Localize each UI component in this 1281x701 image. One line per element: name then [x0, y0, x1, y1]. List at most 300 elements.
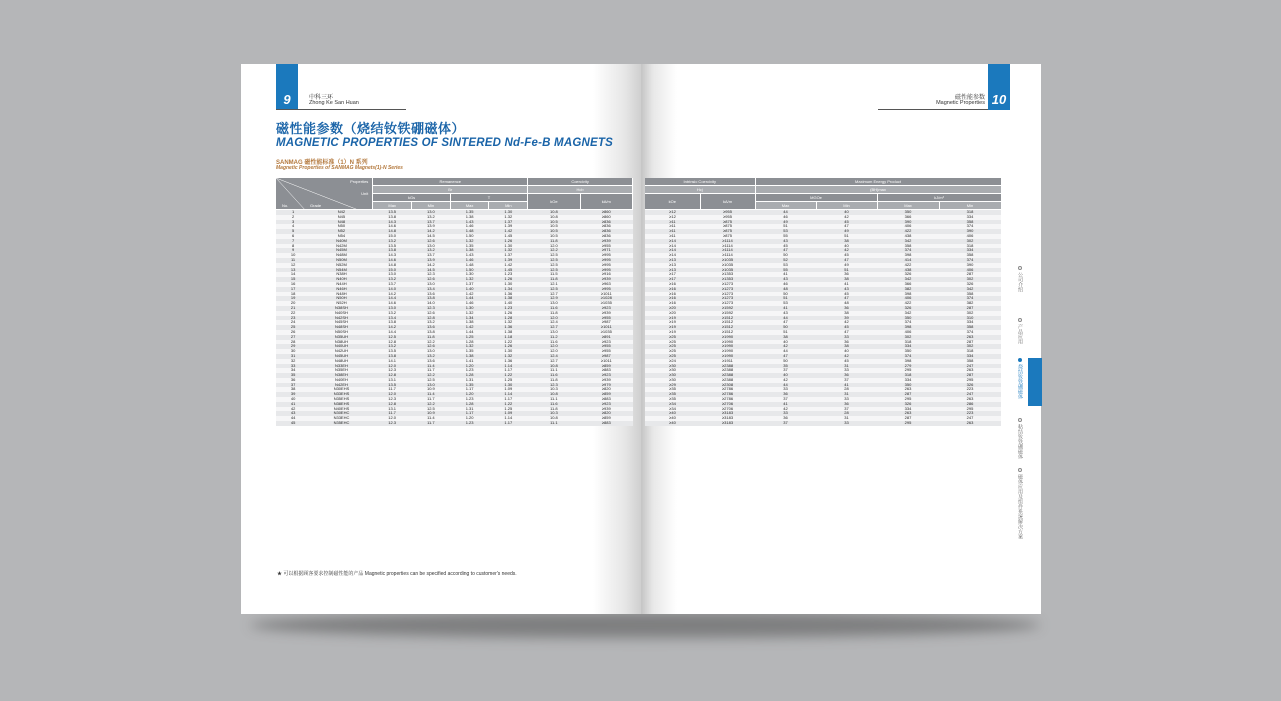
value-cell: 11.8: [412, 335, 451, 340]
value-cell: 43: [755, 311, 816, 316]
value-cell: 47: [816, 296, 877, 301]
value-cell: 14.1: [373, 359, 412, 364]
value-cell: ≥1353: [700, 272, 755, 277]
value-cell: 12.0: [373, 416, 412, 421]
value-cell: 38: [816, 344, 877, 349]
value-cell: 1.38: [489, 296, 528, 301]
value-cell: 52: [755, 258, 816, 263]
value-cell: 287: [877, 416, 939, 421]
value-cell: 12.0: [373, 392, 412, 397]
value-cell: 14.2: [412, 263, 451, 268]
row-number: 42: [276, 407, 310, 412]
value-cell: 38: [816, 277, 877, 282]
value-cell: 46: [755, 282, 816, 287]
value-cell: 33: [755, 387, 816, 392]
remanence-symbol: Br: [373, 186, 528, 194]
energy-product-header: Maximum Energy Product: [755, 178, 1001, 186]
value-cell: 14.2: [373, 292, 412, 297]
value-cell: 398: [877, 359, 939, 364]
value-cell: 1.32: [450, 344, 489, 349]
value-cell: ≥17: [645, 277, 700, 282]
value-cell: 1.17: [489, 368, 528, 373]
side-nav-item[interactable]: [1015, 358, 1025, 399]
value-cell: 36: [755, 392, 816, 397]
value-cell: 12.6: [412, 277, 451, 282]
value-cell: 13.2: [373, 344, 412, 349]
value-cell: ≥14: [645, 248, 700, 253]
value-cell: 47: [816, 330, 877, 335]
value-cell: 1.32: [489, 248, 528, 253]
value-cell: 406: [877, 296, 939, 301]
value-cell: ≥40: [645, 416, 700, 421]
value-cell: 318: [939, 244, 1001, 249]
value-cell: ≥1512: [700, 325, 755, 330]
value-cell: 11.8: [528, 407, 580, 412]
grade-cell: N42: [310, 210, 373, 215]
value-cell: 12.6: [412, 239, 451, 244]
value-cell: ≥17: [645, 272, 700, 277]
value-cell: 1.44: [450, 330, 489, 335]
value-cell: 45: [816, 292, 877, 297]
value-cell: 14.6: [373, 301, 412, 306]
value-cell: ≥955: [700, 215, 755, 220]
page-title-en: MAGNETIC PROPERTIES OF SINTERED Nd-Fe-B MAGNETS: [276, 137, 613, 149]
row-number: 41: [276, 402, 310, 407]
value-cell: 1.23: [450, 368, 489, 373]
value-cell: 13.4: [373, 316, 412, 321]
value-cell: 358: [939, 220, 1001, 225]
value-cell: 223: [939, 411, 1001, 416]
value-cell: ≥1011: [580, 292, 632, 297]
value-cell: 37: [816, 407, 877, 412]
row-number: 26: [276, 330, 310, 335]
value-cell: 12.8: [373, 340, 412, 345]
row-number: 43: [276, 411, 310, 416]
value-cell: ≥1114: [700, 253, 755, 258]
value-cell: 1.31: [450, 407, 489, 412]
corner-properties-label: Properties: [350, 179, 369, 184]
grade-cell: N38EH: [310, 373, 373, 378]
value-cell: 1.23: [450, 421, 489, 426]
grade-cell: N44H: [310, 282, 373, 287]
value-cell: 1.46: [450, 301, 489, 306]
value-cell: 12.5: [412, 378, 451, 383]
value-cell: 12.5: [528, 287, 580, 292]
unit-mgoe: MGOe: [755, 194, 877, 202]
value-cell: ≥1028: [580, 296, 632, 301]
value-cell: 13.8: [373, 248, 412, 253]
value-cell: 33: [816, 421, 877, 426]
value-cell: 318: [939, 210, 1001, 215]
value-cell: 1.42: [489, 229, 528, 234]
value-cell: 1.38: [450, 320, 489, 325]
grade-cell: N35EHS: [310, 397, 373, 402]
value-cell: ≥836: [580, 229, 632, 234]
value-cell: 13.6: [412, 292, 451, 297]
value-cell: 286: [939, 402, 1001, 407]
value-cell: ≥30: [645, 364, 700, 369]
value-cell: 13.2: [412, 215, 451, 220]
grade-cell: N38UH: [310, 340, 373, 345]
side-nav-item[interactable]: [1015, 318, 1025, 344]
value-cell: 14.8: [373, 229, 412, 234]
value-cell: 247: [939, 392, 1001, 397]
value-cell: 50: [755, 253, 816, 258]
value-cell: 11.7: [412, 397, 451, 402]
value-cell: 12.8: [373, 402, 412, 407]
value-cell: ≥1512: [700, 320, 755, 325]
value-cell: 1.32: [489, 320, 528, 325]
value-cell: ≥16: [645, 282, 700, 287]
row-number: 24: [276, 320, 310, 325]
header-rule: [276, 109, 406, 110]
value-cell: 11.8: [528, 378, 580, 383]
value-cell: 14.0: [412, 301, 451, 306]
row-number: 37: [276, 383, 310, 388]
value-cell: 374: [877, 354, 939, 359]
grade-cell: N42UH: [310, 349, 373, 354]
row-number: 33: [276, 364, 310, 369]
side-nav-label: 粘结钕铁硼磁体: [1017, 424, 1023, 459]
value-cell: 1.38: [450, 215, 489, 220]
footnote: ★ 可以根据顾客要求控制磁性能的产品 Magnetic properties can be specified according to customer's needs.: [277, 571, 517, 577]
corner-grade-label: Grade: [310, 203, 322, 208]
value-cell: 45: [816, 253, 877, 258]
value-cell: 14.6: [373, 258, 412, 263]
value-cell: 1.38: [450, 248, 489, 253]
value-cell: ≥883: [580, 368, 632, 373]
value-cell: 49: [755, 220, 816, 225]
value-cell: 12.6: [412, 311, 451, 316]
row-number: 29: [276, 344, 310, 349]
value-cell: 10.8: [528, 210, 580, 215]
grade-cell: N52M: [310, 263, 373, 268]
grade-cell: N52H: [310, 301, 373, 306]
brand-name-en: Zhong Ke San Huan: [309, 100, 359, 106]
value-cell: 287: [939, 373, 1001, 378]
value-cell: ≥955: [580, 344, 632, 349]
value-cell: 10.8: [528, 364, 580, 369]
value-cell: 12.7: [528, 359, 580, 364]
value-cell: 10.5: [528, 234, 580, 239]
value-cell: 13.4: [412, 287, 451, 292]
value-cell: 14.2: [373, 325, 412, 330]
value-cell: 47: [816, 224, 877, 229]
value-cell: 41: [755, 402, 816, 407]
side-nav-label: 烧结钕铁硼磁体: [1017, 364, 1023, 399]
value-cell: 12.0: [528, 344, 580, 349]
value-cell: 10.8: [528, 392, 580, 397]
grade-cell: N48M: [310, 253, 373, 258]
value-cell: 38: [816, 311, 877, 316]
value-cell: 1.36: [489, 359, 528, 364]
col-min: Min: [939, 202, 1001, 210]
value-cell: ≥860: [580, 210, 632, 215]
value-cell: 318: [939, 349, 1001, 354]
value-cell: 342: [939, 287, 1001, 292]
value-cell: 50: [755, 292, 816, 297]
value-cell: 11.2: [528, 335, 580, 340]
row-number: 25: [276, 325, 310, 330]
value-cell: 11.7: [412, 368, 451, 373]
value-cell: 28: [816, 387, 877, 392]
grade-cell: N30EHC: [310, 411, 373, 416]
value-cell: ≥1273: [700, 301, 755, 306]
value-cell: 12.6: [412, 344, 451, 349]
value-cell: 13.7: [412, 220, 451, 225]
value-cell: 11.6: [528, 402, 580, 407]
side-nav-active-marker: [1028, 358, 1042, 406]
value-cell: 42: [816, 248, 877, 253]
value-cell: 11.8: [528, 277, 580, 282]
value-cell: ≥19: [645, 325, 700, 330]
value-cell: 12.2: [528, 248, 580, 253]
left-page: [241, 64, 641, 614]
value-cell: ≥875: [700, 229, 755, 234]
value-cell: 14.4: [373, 296, 412, 301]
value-cell: 42: [755, 407, 816, 412]
value-cell: 50: [755, 359, 816, 364]
value-cell: 44: [755, 349, 816, 354]
value-cell: 326: [877, 402, 939, 407]
value-cell: ≥971: [580, 248, 632, 253]
value-cell: 36: [816, 402, 877, 407]
value-cell: 1.44: [450, 296, 489, 301]
value-cell: 1.34: [450, 316, 489, 321]
value-cell: 13.0: [412, 282, 451, 287]
row-number: 8: [276, 244, 310, 249]
grade-cell: N45: [310, 215, 373, 220]
row-number: 39: [276, 392, 310, 397]
grade-cell: N45UH: [310, 354, 373, 359]
value-cell: 1.38: [489, 330, 528, 335]
value-cell: 14.3: [373, 253, 412, 258]
grade-cell: N40UH: [310, 344, 373, 349]
value-cell: 38: [816, 239, 877, 244]
value-cell: 358: [939, 292, 1001, 297]
value-cell: 42: [755, 378, 816, 383]
value-cell: 398: [877, 292, 939, 297]
value-cell: 366: [877, 282, 939, 287]
value-cell: 358: [939, 359, 1001, 364]
col-max: Max: [450, 202, 489, 210]
bullet-icon: [1018, 418, 1022, 422]
value-cell: 55: [755, 268, 816, 273]
value-cell: 37: [816, 378, 877, 383]
value-cell: 11.5: [528, 272, 580, 277]
value-cell: ≥20: [645, 311, 700, 316]
value-cell: 13.8: [412, 330, 451, 335]
value-cell: 334: [939, 354, 1001, 359]
value-cell: 374: [939, 224, 1001, 229]
value-cell: ≥2786: [700, 397, 755, 402]
value-cell: 12.0: [373, 364, 412, 369]
col-min: Min: [816, 202, 877, 210]
side-nav-item[interactable]: [1015, 468, 1025, 539]
value-cell: 13.9: [412, 258, 451, 263]
value-cell: 12.7: [528, 325, 580, 330]
table-body-left: [276, 210, 633, 426]
grade-cell: N48H: [310, 292, 373, 297]
value-cell: 342: [877, 277, 939, 282]
value-cell: 14.8: [373, 263, 412, 268]
value-cell: ≥939: [580, 407, 632, 412]
value-cell: 1.40: [450, 287, 489, 292]
grade-cell: N42SH: [310, 316, 373, 321]
value-cell: ≥24: [645, 359, 700, 364]
value-cell: 40: [816, 210, 877, 215]
value-cell: 13.9: [412, 224, 451, 229]
value-cell: 12.8: [373, 373, 412, 378]
value-cell: ≥2786: [700, 387, 755, 392]
table-row: [276, 421, 633, 426]
col-min: Min: [412, 202, 451, 210]
value-cell: ≥955: [580, 349, 632, 354]
value-cell: 11.1: [528, 421, 580, 426]
value-cell: ≥995: [580, 268, 632, 273]
value-cell: ≥25: [645, 335, 700, 340]
value-cell: 13.0: [373, 306, 412, 311]
value-cell: 1.43: [450, 253, 489, 258]
unit-kam: kA/m: [580, 194, 632, 210]
value-cell: 15.0: [373, 268, 412, 273]
value-cell: 42: [816, 354, 877, 359]
value-cell: 12.1: [528, 282, 580, 287]
value-cell: ≥2706: [700, 407, 755, 412]
value-cell: ≥1353: [700, 277, 755, 282]
value-cell: 398: [877, 325, 939, 330]
value-cell: ≥1592: [700, 306, 755, 311]
value-cell: 326: [939, 282, 1001, 287]
value-cell: ≥883: [580, 421, 632, 426]
row-number: 4: [276, 224, 310, 229]
value-cell: 287: [939, 306, 1001, 311]
value-cell: 10.5: [528, 229, 580, 234]
value-cell: 1.36: [489, 325, 528, 330]
value-cell: 1.48: [450, 229, 489, 234]
value-cell: 40: [816, 244, 877, 249]
value-cell: 14.4: [373, 330, 412, 335]
value-cell: 1.30: [489, 244, 528, 249]
value-cell: ≥860: [580, 215, 632, 220]
value-cell: ≥1273: [700, 282, 755, 287]
value-cell: 247: [939, 416, 1001, 421]
side-nav-item[interactable]: [1015, 418, 1025, 459]
value-cell: 263: [939, 368, 1001, 373]
value-cell: ≥30: [645, 368, 700, 373]
row-number: 11: [276, 258, 310, 263]
grade-cell: N50M: [310, 258, 373, 263]
value-cell: 33: [816, 335, 877, 340]
section-header-cn: 磁性能参数: [954, 95, 985, 101]
value-cell: 12.2: [412, 373, 451, 378]
value-cell: 1.46: [450, 258, 489, 263]
value-cell: ≥859: [580, 416, 632, 421]
value-cell: 422: [877, 229, 939, 234]
value-cell: 48: [755, 287, 816, 292]
value-cell: 13.8: [373, 215, 412, 220]
value-cell: 1.20: [450, 416, 489, 421]
value-cell: 1.17: [489, 421, 528, 426]
value-cell: 382: [939, 301, 1001, 306]
value-cell: 310: [939, 316, 1001, 321]
row-number: 21: [276, 306, 310, 311]
value-cell: 28: [816, 411, 877, 416]
value-cell: ≥16: [645, 296, 700, 301]
value-cell: ≥13: [645, 268, 700, 273]
value-cell: 12.3: [373, 368, 412, 373]
section-subtitle-en: Magnetic Properties of SANMAG Magnets(1)-N Series: [276, 165, 403, 171]
row-number: 32: [276, 359, 310, 364]
value-cell: 11.7: [373, 411, 412, 416]
value-cell: 358: [939, 325, 1001, 330]
value-cell: 1.28: [489, 316, 528, 321]
value-cell: 10.3: [528, 387, 580, 392]
value-cell: 318: [877, 340, 939, 345]
grade-cell: N50H: [310, 296, 373, 301]
value-cell: 10.9: [412, 387, 451, 392]
value-cell: ≥995: [580, 287, 632, 292]
grade-cell: N38EHS: [310, 402, 373, 407]
brand-name-cn: 中科三环: [309, 95, 334, 101]
value-cell: 302: [939, 277, 1001, 282]
value-cell: 295: [877, 368, 939, 373]
value-cell: 1.48: [450, 263, 489, 268]
value-cell: ≥1512: [700, 330, 755, 335]
value-cell: 1.23: [489, 306, 528, 311]
value-cell: 1.30: [489, 349, 528, 354]
value-cell: 1.46: [450, 224, 489, 229]
value-cell: 33: [816, 368, 877, 373]
value-cell: 350: [877, 210, 939, 215]
bullet-icon: [1018, 318, 1022, 322]
value-cell: ≥891: [580, 335, 632, 340]
value-cell: ≥875: [700, 220, 755, 225]
value-cell: 41: [816, 282, 877, 287]
value-cell: 263: [939, 397, 1001, 402]
grade-cell: N42M: [310, 244, 373, 249]
value-cell: 422: [877, 301, 939, 306]
value-cell: 390: [939, 229, 1001, 234]
value-cell: ≥2388: [700, 373, 755, 378]
value-cell: 295: [939, 407, 1001, 412]
value-cell: 1.26: [489, 239, 528, 244]
value-cell: 438: [877, 234, 939, 239]
table-body-right: [644, 210, 1001, 426]
unit-kjm: kJ/m³: [877, 194, 1001, 202]
value-cell: 334: [939, 320, 1001, 325]
value-cell: ≥25: [645, 349, 700, 354]
value-cell: 1.32: [450, 239, 489, 244]
value-cell: 1.14: [489, 416, 528, 421]
grade-cell: N38H: [310, 272, 373, 277]
value-cell: ≥2308: [700, 383, 755, 388]
side-nav-item[interactable]: [1015, 266, 1025, 292]
value-cell: 13.5: [373, 210, 412, 215]
value-cell: ≥1990: [700, 354, 755, 359]
value-cell: 11.1: [528, 397, 580, 402]
value-cell: 295: [877, 397, 939, 402]
value-cell: 1.32: [489, 215, 528, 220]
value-cell: 42: [755, 344, 816, 349]
value-cell: ≥3183: [700, 411, 755, 416]
row-number: 20: [276, 301, 310, 306]
value-cell: 37: [755, 368, 816, 373]
grade-cell: N48SH: [310, 325, 373, 330]
value-cell: 49: [816, 263, 877, 268]
value-cell: 1.36: [489, 292, 528, 297]
value-cell: ≥3183: [700, 416, 755, 421]
